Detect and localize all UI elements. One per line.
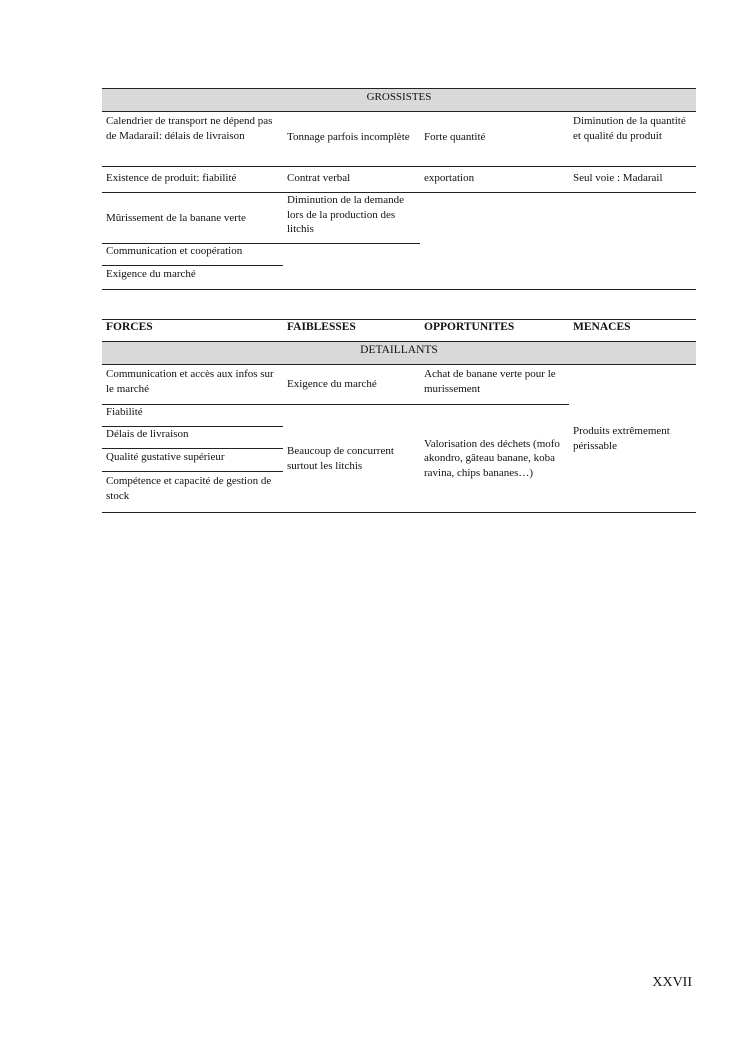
t2-faiblesses-2-text: Beaucoup de concurrent surtout les litchis xyxy=(287,445,394,472)
grossistes-band: GROSSISTES xyxy=(102,89,696,112)
t2-forces-rule-3 xyxy=(102,448,283,449)
t1-r4-rule xyxy=(102,265,283,266)
t1-r1-faiblesses-text: Tonnage parfois incomplète xyxy=(287,131,410,144)
table2-bottom-rule xyxy=(102,512,696,513)
t1-r1-opportunites xyxy=(420,113,569,162)
table1-band-rule xyxy=(102,111,696,112)
t1-r2-menaces: Seul voie : Madarail xyxy=(573,172,663,184)
t1-r2-faiblesses: Contrat verbal xyxy=(287,172,351,184)
t1-r2-opportunites: exportation xyxy=(424,172,475,184)
t2-forces-rule-4 xyxy=(102,471,283,472)
t1-r2-forces: Existence de produit: fiabilité xyxy=(106,172,237,184)
t1-r1-faiblesses xyxy=(283,113,420,162)
t2-forces-5: Compétence et capacité de gestion de stock xyxy=(106,475,272,502)
header-opportunites: OPPORTUNITES xyxy=(424,321,515,333)
t1-r4-forces: Communication et coopération xyxy=(106,245,243,257)
header-faiblesses: FAIBLESSES xyxy=(287,321,356,333)
header-forces: FORCES xyxy=(106,321,153,333)
header-menaces: MENACES xyxy=(573,321,631,333)
t2-faiblesses-1-text: Exigence du marché xyxy=(287,378,377,391)
t2-faiblesses-2 xyxy=(283,405,420,512)
t1-r3-faiblesses: Diminution de la demande lors de la production des litchis xyxy=(287,194,404,235)
t2-faiblesses-1 xyxy=(283,365,420,404)
table1-bottom-rule xyxy=(102,289,696,290)
t2-menaces-1-text: Produits extrêmement périssable xyxy=(573,425,670,452)
t2-forces-4: Qualité gustative supérieur xyxy=(106,451,225,463)
detaillants-band: DETAILLANTS xyxy=(102,342,696,365)
t1-r1-menaces: Diminution de la quantité et qualité du produit xyxy=(573,115,686,142)
t2-forces-1: Communication et accès aux infos sur le marché xyxy=(106,368,274,395)
t1-r1-opportunites-text: Forte quantité xyxy=(424,131,486,144)
t2-menaces-1 xyxy=(569,365,696,512)
t1-r5-forces: Exigence du marché xyxy=(106,268,196,280)
t1-r1-forces: Calendrier de transport ne dépend pas de Madarail: délais de livraison xyxy=(106,115,273,142)
t2-opportunites-1: Achat de banane verte pour le murissement xyxy=(424,368,556,395)
t2-forces-2: Fiabilité xyxy=(106,406,143,418)
t1-r1-rule xyxy=(102,166,696,167)
t1-r3-forces-text: Mûrissement de la banane verte xyxy=(106,211,246,224)
t2-opportunites-2 xyxy=(420,405,569,512)
t1-r3-forces xyxy=(102,193,282,243)
t2-forces-3: Délais de livraison xyxy=(106,428,189,440)
page-number: XXVII xyxy=(652,975,692,990)
t2-opportunites-2-text: Valorisation des déchets (mofo akondro, gâteau banane, koba ravina, chips bananes…) xyxy=(424,437,560,479)
